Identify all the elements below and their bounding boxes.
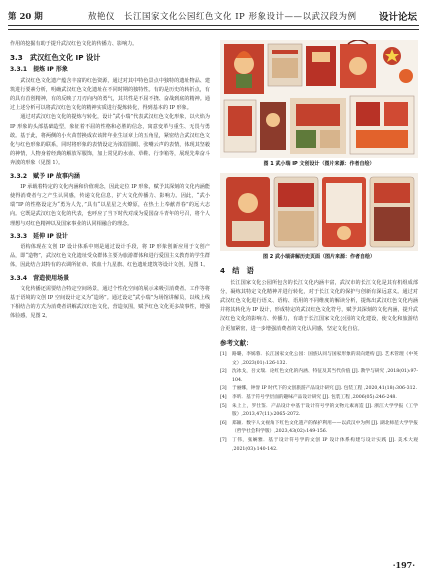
paragraph: IP 承载着特定的文化内涵和价值观念，因此定位 IP 形象，赋予其深刻的文化内涵能使得消费者与之产生认同感，传递文化信息，扩大文化传播力、影响力。因此，“武小瑞”IP 的性格设定为“勇为人先，”具有“以星星之火燎原，在热土上奉献青春”的远大志向。它既是武汉红色文化的代表，也呼应了当下时代对成为爱国奋斗青年的号召，将个人理想与对红色精神以及国家事业的认同相融合的理念。	[10, 183, 210, 227]
reference-item: [7] 丁伟，张娴雅．基于设计符号学的文创 IP 设计体系构建与设计实践 [J]. 美术大观 ,2021(03):140-142.	[220, 437, 418, 452]
reference-item: [4] 李昕．基于符号学层面的趣味产品设计研究 [J]. 包装工程 ,2006(05):246-248.	[220, 395, 397, 400]
paragraph: 文化传播还需要结合特定空间场景，通过个性化空间的展示来吸引消费者。工作等将基于语境的文创 IP 空间设计定义为“造场”。通过设定“武小瑞”为场馆讲解员，以线上线下相结合的方式为消费者讲解武汉红色文化，营造氛围，赋予红色文化更多故事性，增强体验感，见图 2。	[10, 285, 210, 320]
issue-number: 第 20 期	[8, 12, 43, 22]
section-heading-3-3-1: 3.3.1 提炼 IP 形象	[10, 66, 68, 74]
section-heading-3-3-4: 3.3.4 营造使用场景	[10, 274, 70, 282]
paragraph-conclusion: 长江国家文化公园所包含的长江文化内涵丰富，武汉市的长江文化是其有机组成部分，凝练其特定文化精神并进行转化，对于长江文化的保护与创新有深远意义。通过对武汉红色文化进行语义、语构、语用的不同维度的解读分析，提炼出武汉红色文化内涵并将其转化为 IP 设计，形成特定的武汉红色文化符号，赋予其深刻的文化内涵，提升武汉红色文化的影响力、传播力，有助于长江国家文化公园的文化建设，使文化和旅游结合更加紧密，进一步增强消费者的文化认同感，坚定文化自信。	[220, 279, 418, 332]
section-heading-conclusion: 4 结 语	[220, 266, 254, 276]
journal-section: 设计论坛	[378, 12, 417, 23]
reference-list	[220, 351, 418, 454]
page-header	[0, 0, 427, 36]
figure-1-image	[220, 40, 418, 158]
running-title: 敖艳仪 长江国家文化公园红色文化 IP 形象设计——以武汉段为例	[88, 12, 357, 22]
right-column	[220, 40, 418, 454]
figure-1-caption: 图 1 武小瑞 IP 文创设计（图片来源：作者自绘）	[263, 161, 375, 167]
section-heading-3-3-3: 3.3.3 延伸 IP 设计	[10, 232, 68, 240]
ip-merchandise-collage	[220, 40, 418, 158]
paragraph: 武汉红色文化遗产蕴含丰富的红色资源，通过对其中特色景点中独特的遗址物品、建筑进行要素分析，明确武汉红色文化遗址在不同时期的独特性。有的是历史的转折点，有的具有首创精神，有的反映了刀刃向内的勇气，其共性是不屈不挠、奋战到底的精神。通过上述分析可以将武汉红色文化的精神实质进行提炼转化，得到基本的 IP 形象。	[10, 77, 210, 112]
section-heading-3-3: 3.3 武汉红色文化 IP 设计	[10, 53, 101, 63]
section-heading-3-3-2: 3.3.2 赋予 IP 故事内涵	[10, 172, 80, 180]
reference-item: [5] 朱上上，罗仕鉴．产品设计中基于设计符号学的文物元素再造 [J]. 浙江大学学报（工学版）,2013,47(11):2065-2072.	[220, 403, 418, 418]
left-column	[10, 40, 210, 322]
references-heading: 参考文献：	[220, 338, 253, 347]
paragraph: 语构体现在文创 IP 设计体系中则是通过设计手段，将 IP 形象创新应用于文创产品，即“造物”，武汉红色文化遗址受众群体主要为旅游群体和进行爱国主义教育的学生群体，因此结合其特有的衣调所征章、铁血十九星旗、红色遗址建筑等设计文创，见图 1。	[10, 244, 210, 269]
paragraph-intro: 作用的挖掘有助于提升武汉红色文化的传播力、影响力。	[10, 41, 138, 47]
header-rule	[8, 25, 419, 30]
guide-page-screens	[220, 173, 418, 251]
reference-item: [2] 沈冰戈，吾文瑞．论红色文化的内涵、特征及其当代价值 [J]. 教学与研究 ,2018(01):97-104.	[220, 369, 418, 383]
figure-2-caption: 图 2 武小瑞讲解历史页面（图片来源：作者自绘）	[263, 254, 375, 261]
reference-item: [3] 于丽娜，钟誉 IP 时代下的文创旅游产品设计研究 [J]. 包装工程 ,2020,41(18):306-312.	[220, 386, 418, 392]
page-number: ·197·	[392, 560, 415, 570]
figure-2-image	[220, 173, 418, 251]
reference-item: [6] 郑颖．数字人文视角下红色文化遗产的保护利用——以武汉中为例 [J]. 湖北师范大学学报（哲学社会科学版）,2023,43(02):149-156.	[220, 420, 418, 435]
reference-item: [1] 路璐，李嫣蓉．长江国家文化公园：国族认同与国家形象的双向建构 [J]. 艺术管理（中英文）,2023(01):126-132.	[220, 352, 418, 366]
paragraph: 通过对武汉红色文化的提炼与转化，设计“武小瑞”代表武汉红色文化形象，以火焰为 IP 形象的头部基础造型，象征着不屈的性格和必胜的信念，寓意变革与重生、无畏与勇敢。基于此，将两侧的小火苗替换成农该阵年业生证章上的五角星，紧密结合武汉红色文化与红色形象的联系，同时将形象的表情设定为浓眉圆眼、张嘴云声的表情，体现其坚毅的神情，人物身着经典的解放军服饰，加上常见的水壶、草鞋、行李箱等，展现先辈奋斗奔波的形象（见图 1）。	[10, 114, 210, 167]
